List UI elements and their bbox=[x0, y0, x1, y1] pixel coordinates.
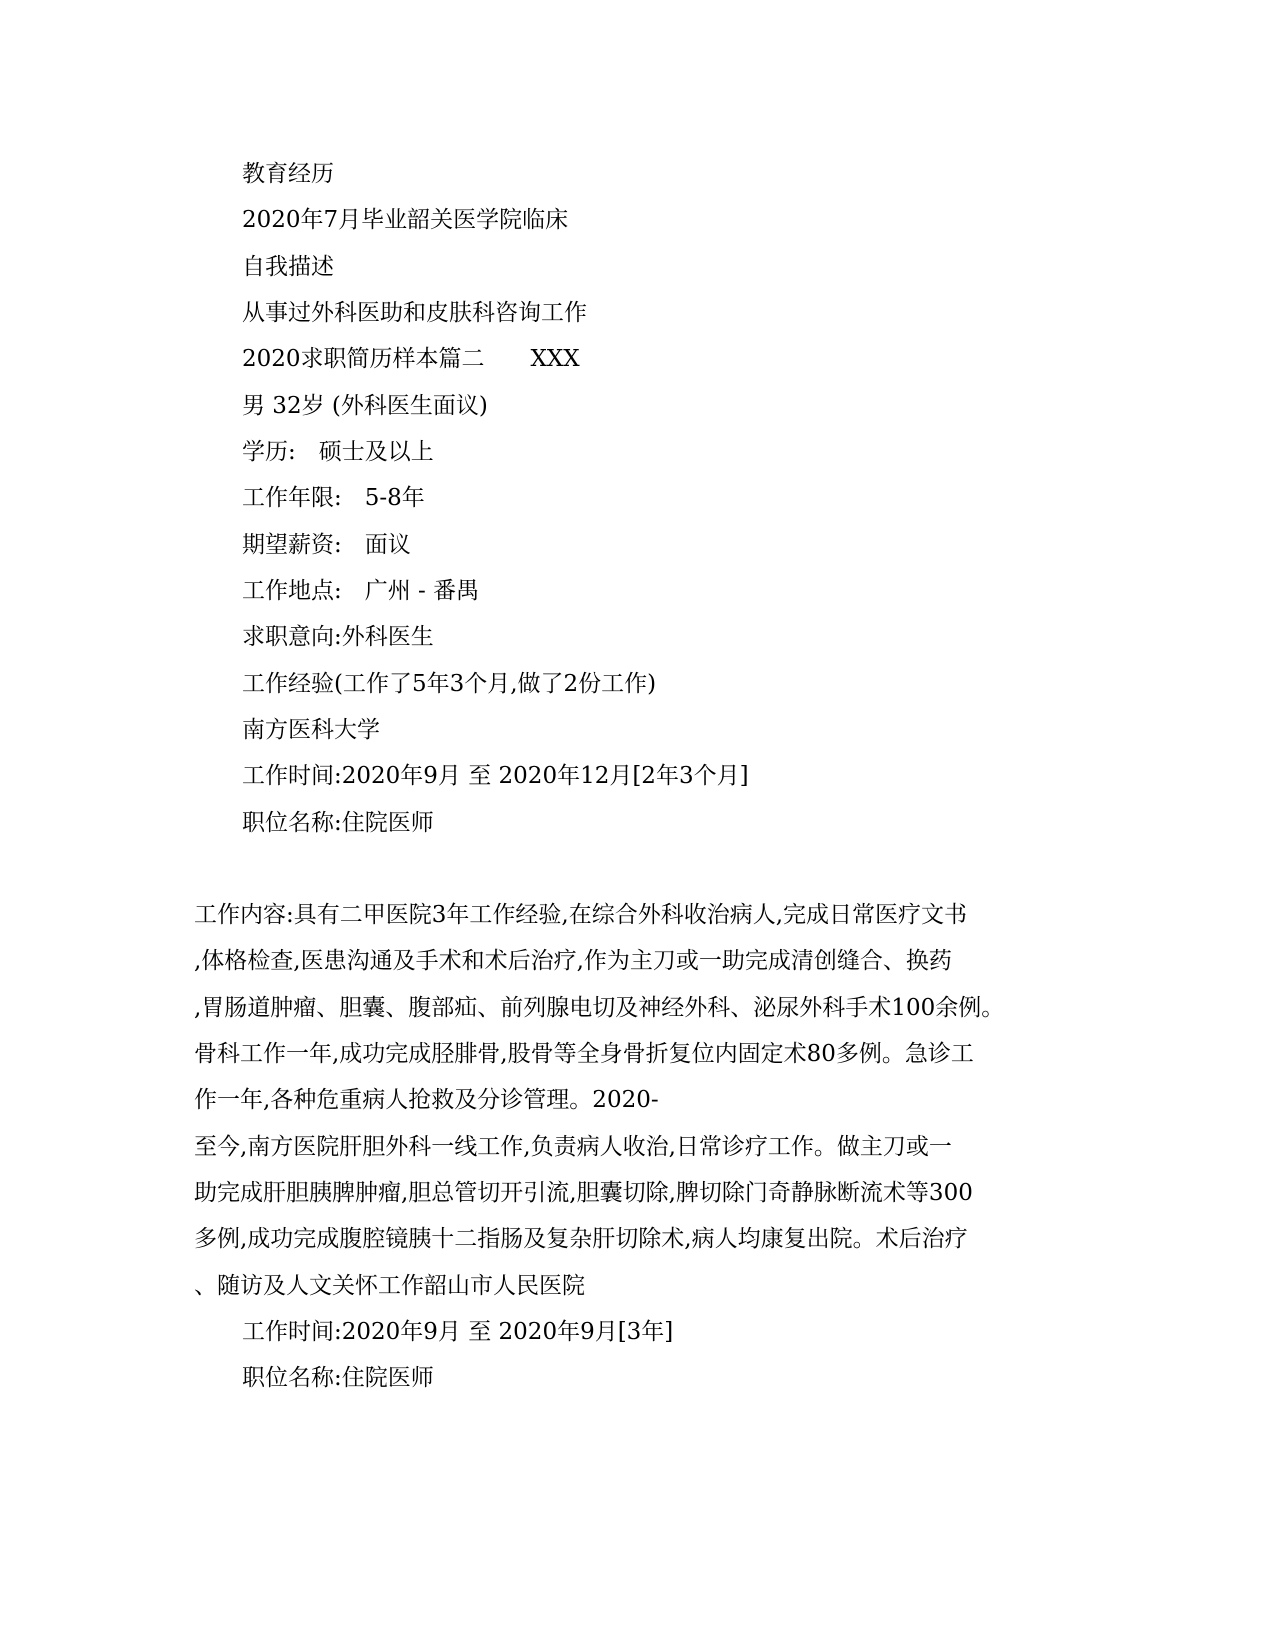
job-intention: 求职意向:外科医生 bbox=[242, 624, 434, 650]
work-period-second: 工作时间:2020年9月 至 2020年9月[3年] bbox=[242, 1319, 674, 1345]
expected-salary: 期望薪资: 面议 bbox=[242, 532, 411, 558]
personal-info: 男 32岁 (外科医生面议) bbox=[242, 393, 488, 419]
employer-name: 南方医科大学 bbox=[242, 717, 380, 743]
work-years: 工作年限: 5-8年 bbox=[242, 485, 425, 511]
work-content-line: ,体格检查,医患沟通及手术和术后治疗,作为主刀或一助完成清创缝合、换药 bbox=[194, 948, 952, 974]
education-level: 学历: 硕士及以上 bbox=[242, 439, 434, 465]
work-content-line: ,胃肠道肿瘤、胆囊、腹部疝、前列腺电切及神经外科、泌尿外科手术100余例。 bbox=[194, 995, 1005, 1021]
work-location: 工作地点: 广州 - 番禺 bbox=[242, 578, 480, 604]
work-content-line: 骨科工作一年,成功完成胫腓骨,股骨等全身骨折复位内固定术80多例。急诊工 bbox=[194, 1041, 974, 1067]
self-description-text: 从事过外科医助和皮肤科咨询工作 bbox=[242, 300, 587, 326]
work-content-line: 作一年,各种危重病人抢救及分诊管理。2020- bbox=[194, 1087, 659, 1113]
section-heading-self-description: 自我描述 bbox=[242, 254, 334, 280]
work-content-line: 、随访及人文关怀工作韶山市人民医院 bbox=[194, 1273, 585, 1299]
work-content-line: 工作内容:具有二甲医院3年工作经验,在综合外科收治病人,完成日常医疗文书 bbox=[194, 902, 968, 928]
job-title: 职位名称:住院医师 bbox=[242, 810, 434, 836]
work-experience-summary: 工作经验(工作了5年3个月,做了2份工作) bbox=[242, 671, 657, 697]
work-content-line: 助完成肝胆胰脾肿瘤,胆总管切开引流,胆囊切除,脾切除门奇静脉断流术等300 bbox=[194, 1180, 973, 1206]
work-period: 工作时间:2020年9月 至 2020年12月[2年3个月] bbox=[242, 763, 749, 789]
job-title-second: 职位名称:住院医师 bbox=[242, 1365, 434, 1391]
education-detail: 2020年7月毕业韶关医学院临床 bbox=[242, 207, 569, 233]
work-content-line: 多例,成功完成腹腔镜胰十二指肠及复杂肝切除术,病人均康复出院。术后治疗 bbox=[194, 1226, 968, 1252]
work-content-line: 至今,南方医院肝胆外科一线工作,负责病人收治,日常诊疗工作。做主刀或一 bbox=[194, 1134, 952, 1160]
resume-title: 2020求职简历样本篇二 XXX bbox=[242, 346, 580, 372]
section-heading-education: 教育经历 bbox=[242, 161, 334, 187]
